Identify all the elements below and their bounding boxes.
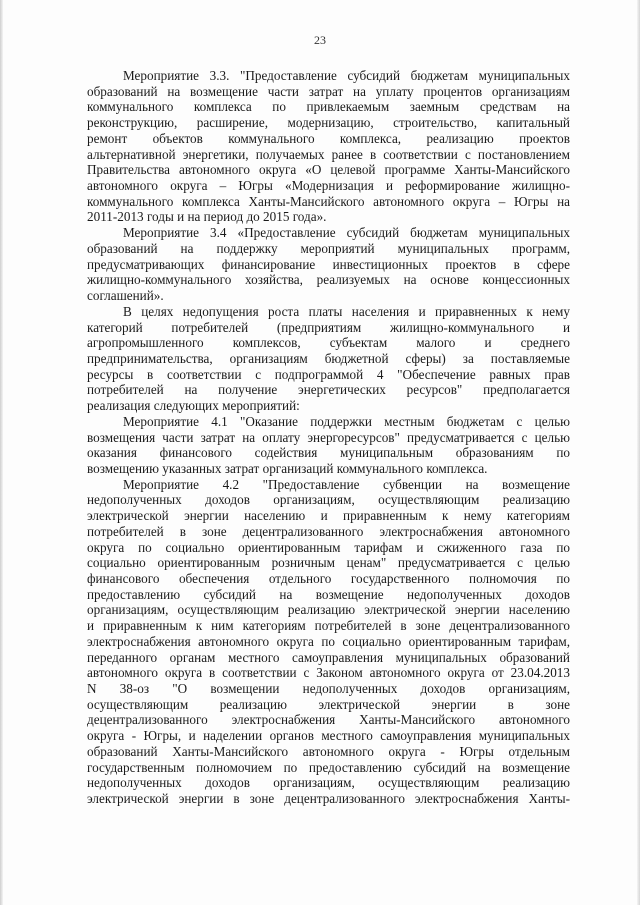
text-line: возмещения части затрат на оплату энергоресурсов" предусматривается с целью [87, 429, 570, 445]
text-line: образований Ханты-Мансийского автономного округа - Югры отдельным [87, 743, 570, 759]
text-line: коммунального комплекса по привлекаемым заемным средствам на [87, 99, 570, 115]
text-line: соглашений». [87, 288, 164, 304]
text-line: оказания финансового содействия муниципальным образованиям по [87, 445, 570, 461]
text-line: государственным полномочием по предоставлению субсидий на возмещение [87, 759, 570, 775]
text-line: недополученных доходов организациям, осуществляющим реализацию [87, 775, 570, 791]
text-line: электрической энергии населению и приравненным к нему категориям [87, 508, 570, 524]
text-line: Мероприятие 4.2 "Предоставление субвенции на возмещение [123, 476, 570, 492]
text-line: и приравненным к ним категориям потребителей в зоне децентрализованного [87, 618, 570, 634]
text-line: округа - Югры, и наделении органов местного самоуправления муниципальных [87, 728, 570, 744]
text-line: образований на возмещение части затрат на уплату процентов организациям [87, 83, 570, 99]
text-line: социально ориентированным розничным ценам" предусматривается с целью [87, 555, 570, 571]
text-line: предусматривающих финансирование инвестиционных проектов в сфере [87, 256, 570, 272]
text-line: Мероприятие 4.1 "Оказание поддержки местным бюджетам с целью [123, 413, 570, 429]
text-line: электрической энергии в зоне децентрализованного электроснабжения Ханты- [87, 791, 570, 807]
page-number: 23 [314, 33, 326, 47]
text-line: В целях недопущения роста платы населения и приравненных к нему [123, 303, 570, 319]
text-line: агропромышленного комплексов, субъектам малого и среднего [87, 335, 570, 351]
text-line: категорий потребителей (предприятиям жилищно-коммунального и [87, 319, 570, 335]
text-line: реализация следующих мероприятий: [87, 398, 300, 414]
text-line: финансового обеспечения отдельного государственного полномочия по [87, 571, 570, 586]
text-line: переданного органам местного самоуправления муниципальных образований [87, 649, 570, 665]
text-line: ремонт объектов коммунального комплекса, реализацию проектов [87, 130, 570, 146]
text-line: возмещению указанных затрат организаций коммунального комплекса. [87, 460, 488, 476]
text-line: потребителей на получение энергетических ресурсов" предполагается [87, 382, 570, 398]
scan-edge-left [0, 0, 3, 905]
text-line: реконструкцию, расширение, модернизацию, строительство, капитальный [87, 115, 570, 131]
text-line: предпринимательства, организациям бюджетной сферы) за поставляемые [87, 350, 570, 366]
text-line: 2011-2013 годы и на период до 2015 года». [87, 209, 327, 225]
text-line: Мероприятие 3.3. "Предоставление субсидий бюджетам муниципальных [123, 68, 570, 83]
text-line: осуществляющим реализацию электрической энергии в зоне [87, 696, 570, 712]
text-line: Мероприятие 3.4 «Предоставление субсидий бюджетам муниципальных [123, 225, 570, 241]
text-line: Правительства автономного округа «О целевой программе Ханты-Мансийского [87, 162, 570, 178]
text-line: предоставлению субсидий на возмещение недополученных доходов [87, 586, 570, 602]
text-line: недополученных доходов организациям, осуществляющим реализацию [87, 492, 570, 508]
text-line: жилищно-коммунального хозяйства, реализуемых на основе концессионных [87, 272, 570, 288]
text-line: автономного округа – Югры «Модернизация и реформирование жилищно- [87, 178, 570, 194]
text-line: образований на поддержку мероприятий муниципальных программ, [87, 240, 570, 256]
text-line: децентрализованного электроснабжения Ханты-Мансийского автономного [87, 712, 570, 728]
text-line: округа по социально ориентированным тарифам и сжиженного газа по [87, 539, 570, 555]
body-text [87, 68, 570, 807]
text-line: коммунального комплекса Ханты-Мансийского автономного округа – Югры на [87, 193, 570, 209]
text-line: электроснабжения автономного округа по социально ориентированным тарифам, [87, 633, 570, 649]
text-line: альтернативной энергетики, получаемых ранее в соответствии с постановлением [87, 146, 570, 162]
text-line: автономного округа в соответствии с Законом автономного округа от 23.04.2013 [87, 665, 570, 681]
text-line: потребителей в зоне децентрализованного электроснабжения автономного [87, 523, 570, 539]
text-line: ресурсы в соответствии с подпрограммой 4 "Обеспечение равных прав [87, 366, 570, 382]
text-line: N 38-оз "О возмещении недополученных доходов организациям, [87, 681, 570, 697]
text-line: организациям, осуществляющим реализацию электрической энергии населению [87, 602, 570, 618]
